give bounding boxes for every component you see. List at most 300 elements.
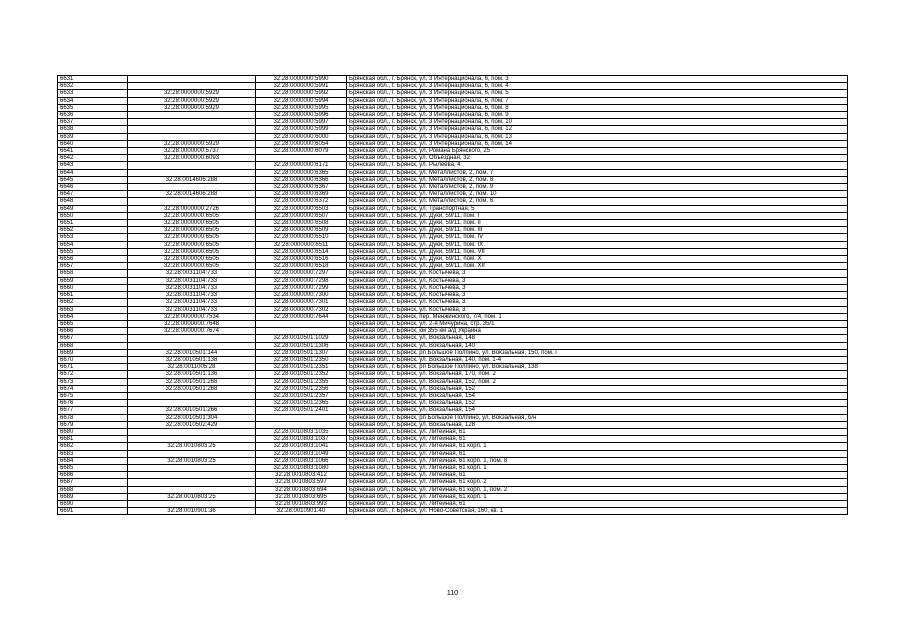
- table-row: [58, 191, 848, 198]
- cadastral-number-cell: 32:28:0010501:2357: [256, 392, 347, 399]
- row-number-cell: 6657: [58, 263, 128, 270]
- table-row: [58, 90, 848, 97]
- row-number-cell: 6651: [58, 220, 128, 227]
- cadastral-number-cell: 32:28:0000000:7300: [256, 292, 347, 299]
- address-cell: Брянская обл., г. Брянск, рп Большое Полпино, ул. Вокзальная, 150, пом. I: [347, 349, 848, 356]
- cadastral-number-cell: 32:28:0000000:6367: [256, 184, 347, 191]
- cadastral-number-cell: 32:28:0000000:6372: [256, 198, 347, 205]
- parent-cadastral-number-cell: [128, 162, 256, 169]
- parent-cadastral-number-cell: 32:28:0011005:28: [128, 364, 256, 371]
- row-number-cell: 6678: [58, 414, 128, 421]
- row-number-cell: 6686: [58, 472, 128, 479]
- parent-cadastral-number-cell: 32:28:0000000:6505: [128, 227, 256, 234]
- table-row: [58, 328, 848, 335]
- parent-cadastral-number-cell: 32:28:0000000:6505: [128, 234, 256, 241]
- parent-cadastral-number-cell: [128, 133, 256, 140]
- cadastral-number-cell: 32:28:0000000:7301: [256, 299, 347, 306]
- parent-cadastral-number-cell: [128, 486, 256, 493]
- cadastral-number-cell: 32:28:0010501:2401: [256, 407, 347, 414]
- row-number-cell: 6664: [58, 313, 128, 320]
- parent-cadastral-number-cell: 32:28:0010501:266: [128, 407, 256, 414]
- table-row: [58, 472, 848, 479]
- cadastral-number-cell: 32:28:0000000:6509: [256, 227, 347, 234]
- row-number-cell: 6667: [58, 335, 128, 342]
- table-row: [58, 428, 848, 435]
- table-row: [58, 104, 848, 111]
- row-number-cell: 6670: [58, 356, 128, 363]
- row-number-cell: 6659: [58, 277, 128, 284]
- table-row: [58, 508, 848, 515]
- address-cell: Брянская обл., г. Брянск, ул. Транспортная, 5: [347, 205, 848, 212]
- parent-cadastral-number-cell: 32:28:0000000:7648: [128, 320, 256, 327]
- table-row: [58, 457, 848, 464]
- parent-cadastral-number-cell: 32:28:0031104:733: [128, 306, 256, 313]
- row-number-cell: 6634: [58, 97, 128, 104]
- cadastral-number-cell: 32:28:0000000:6365: [256, 169, 347, 176]
- row-number-cell: 6683: [58, 450, 128, 457]
- property-register-table: [57, 75, 848, 515]
- cadastral-number-cell: 32:28:0000000:5991: [256, 83, 347, 90]
- row-number-cell: 6643: [58, 162, 128, 169]
- parent-cadastral-number-cell: 32:28:0000000:6505: [128, 212, 256, 219]
- parent-cadastral-number-cell: [128, 169, 256, 176]
- address-cell: Брянская обл., г. Брянск, ул. Костычева, 3: [347, 299, 848, 306]
- parent-cadastral-number-cell: 32:28:0010501:144: [128, 349, 256, 356]
- parent-cadastral-number-cell: 32:28:0000000:5929: [128, 104, 256, 111]
- cadastral-number-cell: 32:28:0000000:5994: [256, 97, 347, 104]
- table-row: [58, 500, 848, 507]
- parent-cadastral-number-cell: [128, 479, 256, 486]
- parent-cadastral-number-cell: 32:28:0010501:138: [128, 356, 256, 363]
- address-cell: Брянская обл., г. Брянск, ул. 3 Интернационала, 6, пом. 3: [347, 76, 848, 83]
- parent-cadastral-number-cell: 32:28:0014606:288: [128, 191, 256, 198]
- address-cell: Брянская обл., г. Брянск, ул. Вокзальная, 152: [347, 385, 848, 392]
- address-cell: Брянская обл., г. Брянск, ул. 3 Интернационала, 6, пом. 4: [347, 83, 848, 90]
- row-number-cell: 6684: [58, 457, 128, 464]
- table-row: [58, 198, 848, 205]
- address-cell: Брянская обл., г. Брянск, ул. Литейная, 61 корп. 1, пом. 8: [347, 457, 848, 464]
- row-number-cell: 6675: [58, 392, 128, 399]
- address-cell: Брянская обл., г. Брянск, ул. Объездная, 32: [347, 155, 848, 162]
- row-number-cell: 6638: [58, 126, 128, 133]
- table-row: [58, 76, 848, 83]
- parent-cadastral-number-cell: [128, 392, 256, 399]
- row-number-cell: 6679: [58, 421, 128, 428]
- parent-cadastral-number-cell: [128, 400, 256, 407]
- cadastral-number-cell: 32:28:0000000:6516: [256, 256, 347, 263]
- row-number-cell: 6658: [58, 270, 128, 277]
- table-row: [58, 220, 848, 227]
- parent-cadastral-number-cell: 32:28:0000000:6505: [128, 256, 256, 263]
- row-number-cell: 6680: [58, 428, 128, 435]
- address-cell: Брянская обл., г. Брянск, ул. Литейная, 61 корп. 1: [347, 443, 848, 450]
- parent-cadastral-number-cell: 32:28:0000000:5929: [128, 90, 256, 97]
- cadastral-number-cell: 32:28:0010501:1306: [256, 342, 347, 349]
- row-number-cell: 6652: [58, 227, 128, 234]
- table-row: [58, 320, 848, 327]
- row-number-cell: 6688: [58, 486, 128, 493]
- parent-cadastral-number-cell: [128, 428, 256, 435]
- cadastral-number-cell: 32:28:0010501:2355: [256, 378, 347, 385]
- row-number-cell: 6646: [58, 184, 128, 191]
- address-cell: Брянская обл., г. Брянск, ул. Дуки, 59/11, пом. IV: [347, 234, 848, 241]
- row-number-cell: 6642: [58, 155, 128, 162]
- address-cell: Брянская обл., г. Брянск, ул. Литейная, 61 корп. 1: [347, 493, 848, 500]
- table-row: [58, 356, 848, 363]
- parent-cadastral-number-cell: 32:28:0010803:25: [128, 443, 256, 450]
- cadastral-number-cell: 32:28:0000000:6510: [256, 234, 347, 241]
- table-row: [58, 299, 848, 306]
- cadastral-number-cell: 32:28:0000000:6514: [256, 248, 347, 255]
- parent-cadastral-number-cell: [128, 436, 256, 443]
- cadastral-number-cell: 32:28:0000000:5996: [256, 112, 347, 119]
- cadastral-number-cell: 32:28:0010803:1049: [256, 450, 347, 457]
- table-row: [58, 313, 848, 320]
- row-number-cell: 6666: [58, 328, 128, 335]
- table-row: [58, 400, 848, 407]
- cadastral-number-cell: 32:28:0010803:993: [256, 500, 347, 507]
- row-number-cell: 6665: [58, 320, 128, 327]
- table-row: [58, 126, 848, 133]
- parent-cadastral-number-cell: 32:28:0000000:5737: [128, 148, 256, 155]
- cadastral-number-cell: 32:28:0010803:1066: [256, 457, 347, 464]
- address-cell: Брянская обл., г. Брянск, рп Большое Полпино, ул. Вокзальная, 138: [347, 364, 848, 371]
- cadastral-number-cell: 32:28:0000000:7299: [256, 284, 347, 291]
- row-number-cell: 6641: [58, 148, 128, 155]
- parent-cadastral-number-cell: 32:28:0031104:733: [128, 270, 256, 277]
- parent-cadastral-number-cell: 32:28:0031104:733: [128, 284, 256, 291]
- cadastral-number-cell: 32:28:0000000:7644: [256, 313, 347, 320]
- address-cell: Брянская обл., г. Брянск, ул. Дуки, 59/11, пом. VII: [347, 248, 848, 255]
- cadastral-number-cell: 32:28:0000000:5999: [256, 126, 347, 133]
- address-cell: Брянская обл., г. Брянск, ул. Металлистов, 2, пом. 7: [347, 169, 848, 176]
- cadastral-number-cell: 32:28:0010803:1037: [256, 436, 347, 443]
- parent-cadastral-number-cell: [128, 500, 256, 507]
- address-cell: Брянская обл., г. Брянск, рп Большое Полпино, ул. Вокзальная, б/н: [347, 414, 848, 421]
- cadastral-number-cell: 32:28:0010803:597: [256, 479, 347, 486]
- cadastral-number-cell: 32:28:0010803:1035: [256, 428, 347, 435]
- cadastral-number-cell: [256, 320, 347, 327]
- table-row: [58, 385, 848, 392]
- table-row: [58, 83, 848, 90]
- table-row: [58, 169, 848, 176]
- table-row: [58, 248, 848, 255]
- table-row: [58, 112, 848, 119]
- cadastral-number-cell: 32:28:0000000:6508: [256, 220, 347, 227]
- parent-cadastral-number-cell: 32:28:0031104:733: [128, 277, 256, 284]
- cadastral-number-cell: 32:28:0000000:7297: [256, 270, 347, 277]
- row-number-cell: 6669: [58, 349, 128, 356]
- table-row: [58, 349, 848, 356]
- row-number-cell: 6663: [58, 306, 128, 313]
- address-cell: Брянская обл., г. Брянск, ул. Дуки, 59/11, пом. IX: [347, 241, 848, 248]
- cadastral-number-cell: 32:28:0000000:6511: [256, 241, 347, 248]
- parent-cadastral-number-cell: [128, 342, 256, 349]
- cadastral-number-cell: 32:28:0010901:40: [256, 508, 347, 515]
- row-number-cell: 6668: [58, 342, 128, 349]
- parent-cadastral-number-cell: 32:28:0031104:733: [128, 292, 256, 299]
- parent-cadastral-number-cell: [128, 126, 256, 133]
- row-number-cell: 6674: [58, 385, 128, 392]
- parent-cadastral-number-cell: 32:28:0000000:2726: [128, 205, 256, 212]
- row-number-cell: 6687: [58, 479, 128, 486]
- cadastral-number-cell: [256, 414, 347, 421]
- parent-cadastral-number-cell: [128, 83, 256, 90]
- parent-cadastral-number-cell: 32:28:0000000:6505: [128, 248, 256, 255]
- row-number-cell: 6690: [58, 500, 128, 507]
- cadastral-number-cell: 32:28:0000000:5997: [256, 119, 347, 126]
- address-cell: Брянская обл., г. Брянск, ул. 3 Интернационала, 6, пом. 5: [347, 90, 848, 97]
- row-number-cell: 6639: [58, 133, 128, 140]
- row-number-cell: 6676: [58, 400, 128, 407]
- table-row: [58, 140, 848, 147]
- table-row: [58, 335, 848, 342]
- address-cell: Брянская обл., г. Брянск, ул. Литейная, 61 корп. 1, пом. 2: [347, 486, 848, 493]
- address-cell: Брянская обл., г. Брянск, ул. Дуки, 59/11, пом. I: [347, 212, 848, 219]
- row-number-cell: 6682: [58, 443, 128, 450]
- row-number-cell: 6677: [58, 407, 128, 414]
- row-number-cell: 6656: [58, 256, 128, 263]
- row-number-cell: 6691: [58, 508, 128, 515]
- table-row: [58, 97, 848, 104]
- address-cell: Брянская обл., г. Брянск, ул. Литейная, 61 корп. 1: [347, 464, 848, 471]
- cadastral-number-cell: 32:28:0010803:695: [256, 493, 347, 500]
- cadastral-number-cell: 32:28:0010501:2365: [256, 400, 347, 407]
- address-cell: Брянская обл., г. Брянск, ул. Дуки, 59/11, пом. XII: [347, 263, 848, 270]
- row-number-cell: 6633: [58, 90, 128, 97]
- parent-cadastral-number-cell: 32:28:0000000:5929: [128, 140, 256, 147]
- parent-cadastral-number-cell: 32:28:0010501:136: [128, 371, 256, 378]
- address-cell: Брянская обл., г. Брянск, ул. Ново-Советская, 160, кв. 1: [347, 508, 848, 515]
- address-cell: Брянская обл., г. Брянск, ул. Костычева, 3: [347, 306, 848, 313]
- table-row: [58, 342, 848, 349]
- address-cell: Брянская обл., г. Брянск, ул. 3 Интернационала, 6, пом. 12: [347, 126, 848, 133]
- address-cell: Брянская обл., г. Брянск, ул. Вокзальная, 154: [347, 407, 848, 414]
- address-cell: Брянская обл., г. Брянск, ул. Вокзальная, 152: [347, 400, 848, 407]
- table-row: [58, 155, 848, 162]
- table-row: [58, 241, 848, 248]
- cadastral-number-cell: [256, 328, 347, 335]
- row-number-cell: 6647: [58, 191, 128, 198]
- parent-cadastral-number-cell: [128, 112, 256, 119]
- table-row: [58, 479, 848, 486]
- address-cell: Брянская обл., г. Брянск, ул. Костычева, 3: [347, 284, 848, 291]
- address-cell: Брянская обл., г. Брянск, ул. Литейная, 61: [347, 436, 848, 443]
- cadastral-number-cell: 32:28:0010803:1080: [256, 464, 347, 471]
- parent-cadastral-number-cell: [128, 76, 256, 83]
- table-row: [58, 176, 848, 183]
- cadastral-number-cell: [256, 421, 347, 428]
- parent-cadastral-number-cell: 32:28:0010803:25: [128, 457, 256, 464]
- table-row: [58, 162, 848, 169]
- table-row: [58, 364, 848, 371]
- table-row: [58, 407, 848, 414]
- cadastral-number-cell: 32:28:0000000:6369: [256, 191, 347, 198]
- row-number-cell: 6650: [58, 212, 128, 219]
- page-number: 110: [446, 590, 459, 597]
- table-row: [58, 148, 848, 155]
- parent-cadastral-number-cell: 32:28:0010501:304: [128, 414, 256, 421]
- table-row: [58, 277, 848, 284]
- address-cell: Брянская обл., г. Брянск, ул. Металлистов, 2, пом. 6: [347, 198, 848, 205]
- row-number-cell: 6681: [58, 436, 128, 443]
- address-cell: Брянская обл., г. Брянск, ул. Вокзальная, 128: [347, 421, 848, 428]
- address-cell: Брянская обл., г. Брянск, ул. Вокзальная, 170, пом. 2: [347, 371, 848, 378]
- table-row: [58, 205, 848, 212]
- parent-cadastral-number-cell: 32:28:0014606:288: [128, 176, 256, 183]
- parent-cadastral-number-cell: 32:28:0000000:6505: [128, 263, 256, 270]
- table-row: [58, 184, 848, 191]
- address-cell: Брянская обл., г. Брянск, ул. Литейная, 61 корп. 2: [347, 479, 848, 486]
- address-cell: Брянская обл., г. Брянск, ул. Вокзальная, 152, пом. 2: [347, 378, 848, 385]
- cadastral-number-cell: [256, 155, 347, 162]
- cadastral-number-cell: 32:28:0010803:1041: [256, 443, 347, 450]
- table-row: [58, 486, 848, 493]
- row-number-cell: 6631: [58, 76, 128, 83]
- parent-cadastral-number-cell: [128, 335, 256, 342]
- cadastral-number-cell: 32:28:0000000:6518: [256, 263, 347, 270]
- cadastral-number-cell: 32:28:0010803:694: [256, 486, 347, 493]
- parent-cadastral-number-cell: 32:28:0000000:6505: [128, 241, 256, 248]
- table-row: [58, 443, 848, 450]
- cadastral-number-cell: 32:28:0000000:7298: [256, 277, 347, 284]
- parent-cadastral-number-cell: 32:28:0010501:268: [128, 378, 256, 385]
- address-cell: Брянская обл., г. Брянск, км 355 км а/д Украина: [347, 328, 848, 335]
- address-cell: Брянская обл., г. Брянск, ул. Литейная, 61: [347, 428, 848, 435]
- row-number-cell: 6640: [58, 140, 128, 147]
- cadastral-number-cell: 32:28:0010501:1029: [256, 335, 347, 342]
- cadastral-number-cell: 32:28:0010501:2352: [256, 371, 347, 378]
- cadastral-number-cell: 32:28:0010501:2351: [256, 364, 347, 371]
- table-row: [58, 450, 848, 457]
- address-cell: Брянская обл., г. Брянск, ул. 3 Интернационала, 6, пом. 7: [347, 97, 848, 104]
- address-cell: Брянская обл., г. Брянск, ул. Вокзальная, 148: [347, 335, 848, 342]
- address-cell: Брянская обл., г. Брянск, ул. Костычева, 3: [347, 277, 848, 284]
- row-number-cell: 6671: [58, 364, 128, 371]
- address-cell: Брянская обл., г. Брянск, пер. Менжинского, 7/4, пом. 1: [347, 313, 848, 320]
- cadastral-number-cell: 32:28:0000000:6000: [256, 133, 347, 140]
- parent-cadastral-number-cell: 32:28:0010502:429: [128, 421, 256, 428]
- parent-cadastral-number-cell: 32:28:0000000:7534: [128, 313, 256, 320]
- row-number-cell: 6672: [58, 371, 128, 378]
- row-number-cell: 6654: [58, 241, 128, 248]
- table-row: [58, 306, 848, 313]
- row-number-cell: 6655: [58, 248, 128, 255]
- cadastral-number-cell: 32:28:0000000:5992: [256, 90, 347, 97]
- row-number-cell: 6645: [58, 176, 128, 183]
- row-number-cell: 6661: [58, 292, 128, 299]
- cadastral-number-cell: 32:28:0000000:5995: [256, 104, 347, 111]
- cadastral-number-cell: 32:28:0000000:6079: [256, 148, 347, 155]
- cadastral-number-cell: 32:28:0000000:6054: [256, 140, 347, 147]
- cadastral-number-cell: 32:28:0000000:5990: [256, 76, 347, 83]
- table-row: [58, 263, 848, 270]
- row-number-cell: 6689: [58, 493, 128, 500]
- parent-cadastral-number-cell: [128, 472, 256, 479]
- parent-cadastral-number-cell: [128, 184, 256, 191]
- row-number-cell: 6644: [58, 169, 128, 176]
- address-cell: Брянская обл., г. Брянск, ул. Костычева, 3: [347, 292, 848, 299]
- address-cell: Брянская обл., г. Брянск, ул. Романа Брянского, 25: [347, 148, 848, 155]
- address-cell: Брянская обл., г. Брянск, ул. Рылеева, 4: [347, 162, 848, 169]
- address-cell: Брянская обл., г. Брянск, ул. Вокзальная, 154: [347, 392, 848, 399]
- address-cell: Брянская обл., г. Брянск, ул. 3 Интернационала, 6, пом. 10: [347, 119, 848, 126]
- address-cell: Брянская обл., г. Брянск, ул. Металлистов, 2, пом. 9: [347, 184, 848, 191]
- table-row: [58, 227, 848, 234]
- parent-cadastral-number-cell: 32:28:0000000:6093: [128, 155, 256, 162]
- address-cell: Брянская обл., г. Брянск, ул. Дуки, 59/11, пом. II: [347, 220, 848, 227]
- table-row: [58, 284, 848, 291]
- cadastral-number-cell: 32:28:0010501:2350: [256, 356, 347, 363]
- cadastral-number-cell: 32:28:0000000:7302: [256, 306, 347, 313]
- table-row: [58, 378, 848, 385]
- address-cell: Брянская обл., г. Брянск, ул. Вокзальная, 140: [347, 342, 848, 349]
- row-number-cell: 6662: [58, 299, 128, 306]
- address-cell: Брянская обл., г. Брянск, ул. Дуки, 59/11, пом. X: [347, 256, 848, 263]
- cadastral-number-cell: 32:28:0010803:412: [256, 472, 347, 479]
- table-row: [58, 414, 848, 421]
- row-number-cell: 6648: [58, 198, 128, 205]
- parent-cadastral-number-cell: 32:28:0010901:36: [128, 508, 256, 515]
- parent-cadastral-number-cell: [128, 198, 256, 205]
- row-number-cell: 6637: [58, 119, 128, 126]
- address-cell: Брянская обл., г. Брянск, ул. Костычева, 3: [347, 270, 848, 277]
- row-number-cell: 6653: [58, 234, 128, 241]
- table-row: [58, 421, 848, 428]
- table-row: [58, 212, 848, 219]
- table-row: [58, 392, 848, 399]
- cadastral-number-cell: 32:28:0000000:6503: [256, 205, 347, 212]
- table-row: [58, 119, 848, 126]
- parent-cadastral-number-cell: 32:28:0000000:7674: [128, 328, 256, 335]
- parent-cadastral-number-cell: 32:28:0000000:6505: [128, 220, 256, 227]
- address-cell: Брянская обл., г. Брянск, ул. Литейная, 61: [347, 472, 848, 479]
- cadastral-number-cell: 32:28:0000000:6366: [256, 176, 347, 183]
- table-row: [58, 464, 848, 471]
- parent-cadastral-number-cell: 32:28:0000000:5929: [128, 97, 256, 104]
- cadastral-number-cell: 32:28:0000000:6507: [256, 212, 347, 219]
- parent-cadastral-number-cell: [128, 119, 256, 126]
- cadastral-number-cell: 32:28:0010501:1307: [256, 349, 347, 356]
- table-row: [58, 234, 848, 241]
- address-cell: Брянская обл., г. Брянск, ул. Литейная, 61: [347, 500, 848, 507]
- row-number-cell: 6649: [58, 205, 128, 212]
- address-cell: Брянская обл., г. Брянск, ул. 3 Интернационала, 6, пом. 8: [347, 104, 848, 111]
- table-row: [58, 256, 848, 263]
- table-row: [58, 133, 848, 140]
- address-cell: Брянская обл., г. Брянск, ул. Литейная, 61: [347, 450, 848, 457]
- address-cell: Брянская обл., г. Брянск, ул. 3 Интернационала, 6, пом. 9: [347, 112, 848, 119]
- table-body: [58, 76, 848, 515]
- address-cell: Брянская обл., г. Брянск, ул. Дуки, 59/11, пом. III: [347, 227, 848, 234]
- cadastral-number-cell: 32:28:0010501:2356: [256, 385, 347, 392]
- row-number-cell: 6636: [58, 112, 128, 119]
- address-cell: Брянская обл., г. Брянск, ул. Металлистов, 2, пом. 10: [347, 191, 848, 198]
- address-cell: Брянская обл., г. Брянск, ул. 3 Интернационала, 6, пом. 14: [347, 140, 848, 147]
- row-number-cell: 6632: [58, 83, 128, 90]
- address-cell: Брянская обл., г. Брянск, ул. Металлистов, 2, пом. 8: [347, 176, 848, 183]
- row-number-cell: 6673: [58, 378, 128, 385]
- address-cell: Брянская обл., г. Брянск, ул. 2-я Мичурина, стр. 35/1: [347, 320, 848, 327]
- address-cell: Брянская обл., г. Брянск, ул. Вокзальная, 140, пом. 1-4: [347, 356, 848, 363]
- parent-cadastral-number-cell: 32:28:0010501:268: [128, 385, 256, 392]
- parent-cadastral-number-cell: 32:28:0010803:25: [128, 493, 256, 500]
- row-number-cell: 6635: [58, 104, 128, 111]
- row-number-cell: 6660: [58, 284, 128, 291]
- parent-cadastral-number-cell: [128, 450, 256, 457]
- parent-cadastral-number-cell: [128, 464, 256, 471]
- row-number-cell: 6685: [58, 464, 128, 471]
